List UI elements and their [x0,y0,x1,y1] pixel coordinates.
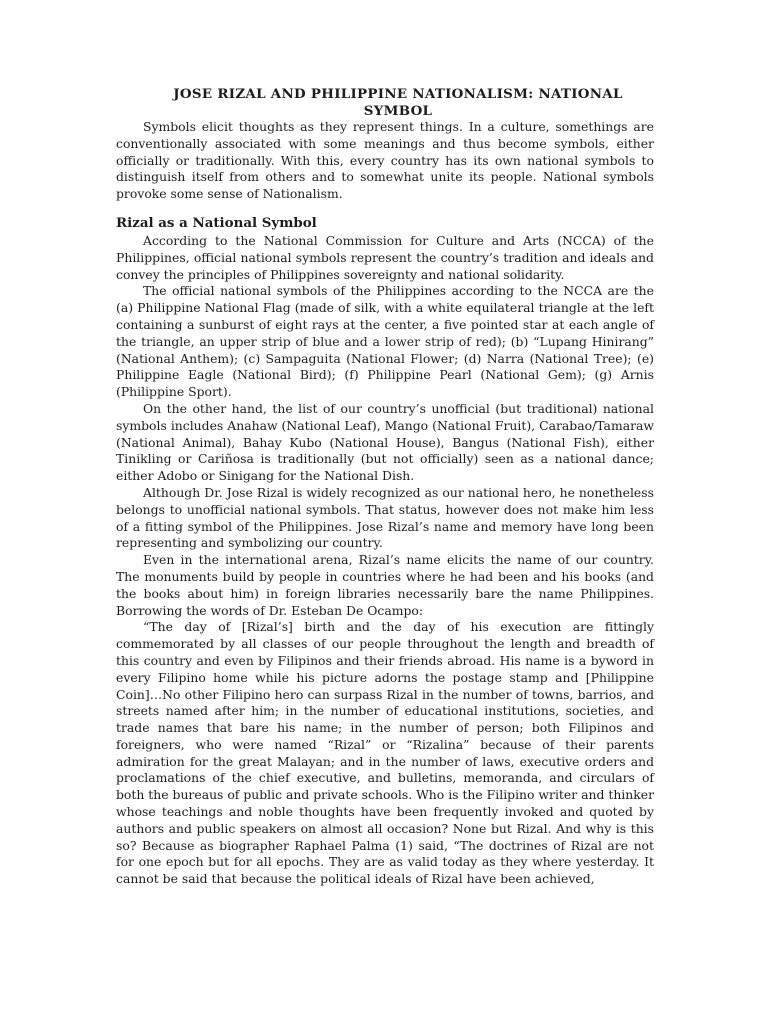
document-title: JOSE RIZAL AND PHILIPPINE NATIONALISM: NATIONAL SYMBOL [173,86,623,119]
quote-paragraph: “The day of [Rizal’s] birth and the day of his execution are fittingly commemorated by all classes of our people throughout the length and breadth of this country and even by Filipinos and their friends abroad. His name is a byword in every Filipino home while his picture adorns the postage stamp and [Philippine Coin]…No other Filipino hero can surpass Rizal in the number of towns, barrios, and streets named after him; in the number of educational institutions, societies, and trade names that bare his name; in the number of person; both Filipinos and foreigners, who were named “Rizal” or “Rizalina” because of their parents admiration for the great Malayan; and in the number of laws, executive orders and proclamations of the chief executive, and bulletins, memoranda, and circulars of both the bureaus of public and private schools. Who is the Filipino writer and thinker whose teachings and noble thoughts have been frequently invoked and quoted by authors and public speakers on almost all occasion? None but Rizal. And why is this so? Because as biographer Raphael Palma (1) said, “The doctrines of Rizal are not for one epoch but for all epochs. They are as valid today as they where yesterday. It cannot be said that because the political ideals of Rizal have been achieved, [116,619,655,887]
body-paragraph: Even in the international arena, Rizal’s name elicits the name of our country. The monuments build by people in countries where he had been and his books (and the books about him) in foreign libraries necessarily bare the name Philippines. Borrowing the words of Dr. Esteban De Ocampo: [116,552,654,618]
body-paragraph: According to the National Commission for Culture and Arts (NCCA) of the Philippines, official national symbols represent the country’s tradition and ideals and convey the principles of Philippines sovereignty and national solidarity. [116,232,654,282]
intro-paragraph: Symbols elicit thoughts as they represent things. In a culture, somethings are conventionally associated with some meanings and thus become symbols, either officially or traditionally. With this, every country has its own national symbols to distinguish itself from others and to somewhat unite its people. National symbols provoke some sense of Nationalism. [116,119,654,202]
body-paragraph: Although Dr. Jose Rizal is widely recognized as our national hero, he nonetheless belongs to unofficial national symbols. That status, however does not make him less of a fitting symbol of the Philippines. Jose Rizal’s name and memory have long been representing and symbolizing our country. [116,484,654,551]
body-paragraph: On the other hand, the list of our country’s unofficial (but traditional) national symbols includes Anahaw (National Leaf), Mango (National Fruit), Carabao/Tamaraw (National Animal), Bahay Kubo (National House), Bangus (National Fish), either Tinikling or Cariñosa is traditionally (but not officially) seen as a national dance; either Adobo or Sinigang for the National Dish. [116,400,654,484]
body-paragraph: The official national symbols of the Philippines according to the NCCA are the (a) Philippine National Flag (made of silk, with a white equilateral triangle at the left containing a sunburst of eight rays at the center, a five pointed star at each angle of the triangle, an upper strip of blue and a lower strip of red); (b) “Lupang Hinirang” (National Anthem); (c) Sampaguita (National Flower; (d) Narra (National Tree); (e) Philippine Eagle (National Bird); (f) Philippine Pearl (National Gem); (g) Arnis (Philippine Sport). [116,283,654,400]
section-heading: Rizal as a National Symbol [116,214,317,231]
document-page [116,86,654,888]
